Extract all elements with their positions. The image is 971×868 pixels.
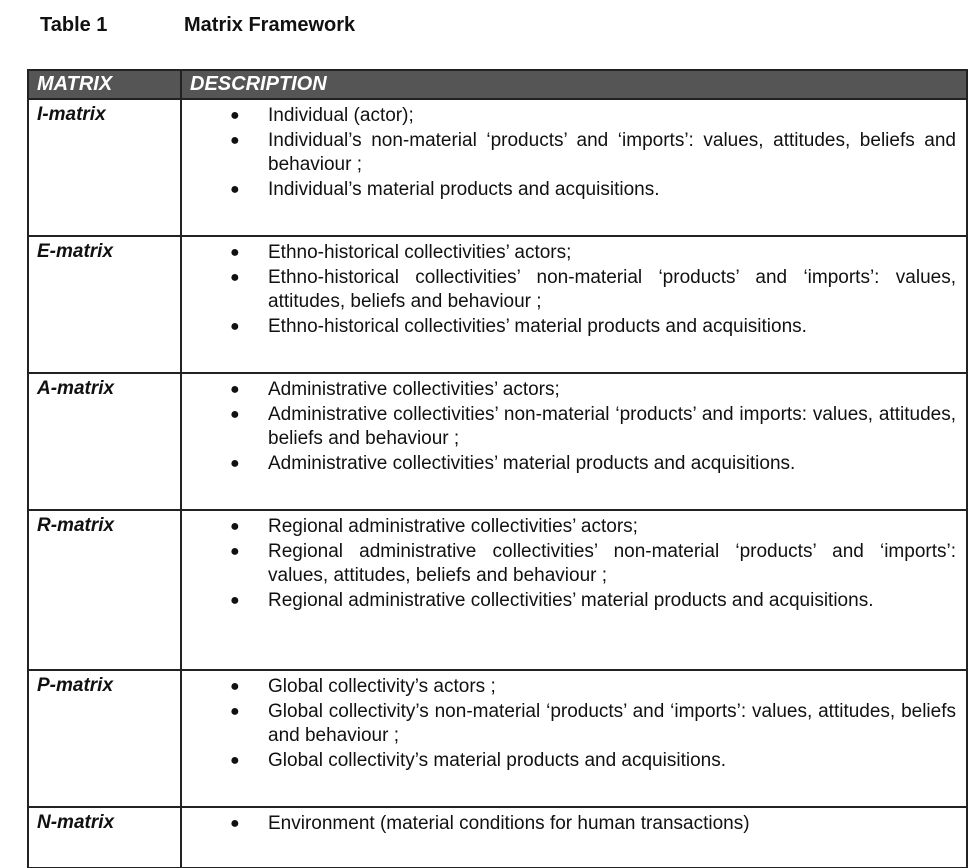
list-item-text: Global collectivity’s actors ; bbox=[268, 676, 496, 697]
list-item bbox=[182, 315, 956, 339]
list-item bbox=[182, 104, 956, 128]
table-caption-label: Table 1 bbox=[40, 14, 108, 36]
table-row bbox=[28, 373, 967, 510]
matrix-description bbox=[181, 373, 967, 510]
matrix-description bbox=[181, 510, 967, 670]
matrix-name: N-matrix bbox=[28, 807, 181, 868]
list-item-text: Individual (actor); bbox=[268, 105, 414, 126]
list-item-text: Ethno-historical collectivities’ material products and acquisitions. bbox=[268, 316, 807, 337]
matrix-framework-table bbox=[27, 69, 968, 868]
bullet-icon: ● bbox=[230, 543, 240, 560]
list-item bbox=[182, 749, 956, 773]
list-item-text: Individual’s material products and acquisitions. bbox=[268, 179, 660, 200]
list-item-text: Administrative collectivities’ actors; bbox=[268, 379, 560, 400]
bullet-icon: ● bbox=[230, 406, 240, 423]
list-item bbox=[182, 403, 956, 451]
list-item bbox=[182, 129, 956, 177]
bullet-icon: ● bbox=[230, 318, 240, 335]
list-item bbox=[182, 266, 956, 314]
header-matrix: MATRIX bbox=[28, 70, 181, 99]
table-header-row bbox=[28, 70, 967, 99]
description-list bbox=[182, 812, 956, 836]
list-item bbox=[182, 452, 956, 476]
bullet-icon: ● bbox=[230, 592, 240, 609]
bullet-icon: ● bbox=[230, 132, 240, 149]
table-row bbox=[28, 236, 967, 373]
description-list bbox=[182, 241, 956, 339]
list-item bbox=[182, 241, 956, 265]
list-item-text: Regional administrative collectivities’ actors; bbox=[268, 516, 638, 537]
list-item bbox=[182, 515, 956, 539]
matrix-name: I-matrix bbox=[28, 99, 181, 236]
header-description: DESCRIPTION bbox=[181, 70, 967, 99]
description-list bbox=[182, 515, 956, 613]
bullet-icon: ● bbox=[230, 107, 240, 124]
matrix-description bbox=[181, 807, 967, 868]
list-item-text: Ethno-historical collectivities’ non-material ‘products’ and ‘imports’: values, attitudes, beliefs and behaviour ; bbox=[268, 267, 956, 312]
list-item bbox=[182, 540, 956, 588]
table-row bbox=[28, 670, 967, 807]
bullet-icon: ● bbox=[230, 678, 240, 695]
list-item bbox=[182, 178, 956, 202]
bullet-icon: ● bbox=[230, 518, 240, 535]
bullet-icon: ● bbox=[230, 381, 240, 398]
matrix-description bbox=[181, 99, 967, 236]
list-item bbox=[182, 700, 956, 748]
table-row bbox=[28, 99, 967, 236]
bullet-icon: ● bbox=[230, 815, 240, 832]
table-row bbox=[28, 510, 967, 670]
bullet-icon: ● bbox=[230, 181, 240, 198]
list-item-text: Regional administrative collectivities’ non-material ‘products’ and ‘imports’: values, attitudes, beliefs and behaviour ; bbox=[268, 541, 956, 586]
list-item-text: Global collectivity’s non-material ‘products’ and ‘imports’: values, attitudes, beliefs and behaviour ; bbox=[268, 701, 956, 746]
bullet-icon: ● bbox=[230, 752, 240, 769]
list-item-text: Regional administrative collectivities’ material products and acquisitions. bbox=[268, 590, 874, 611]
list-item-text: Administrative collectivities’ material products and acquisitions. bbox=[268, 453, 796, 474]
matrix-name: P-matrix bbox=[28, 670, 181, 807]
matrix-name: E-matrix bbox=[28, 236, 181, 373]
table-row bbox=[28, 807, 967, 868]
description-list bbox=[182, 104, 956, 202]
list-item-text: Administrative collectivities’ non-material ‘products’ and imports: values, attitudes, beliefs and behaviour ; bbox=[268, 404, 956, 449]
matrix-name: R-matrix bbox=[28, 510, 181, 670]
list-item bbox=[182, 589, 956, 613]
bullet-icon: ● bbox=[230, 455, 240, 472]
bullet-icon: ● bbox=[230, 244, 240, 261]
list-item-text: Global collectivity’s material products and acquisitions. bbox=[268, 750, 726, 771]
description-list bbox=[182, 378, 956, 476]
list-item bbox=[182, 812, 956, 836]
matrix-name: A-matrix bbox=[28, 373, 181, 510]
bullet-icon: ● bbox=[230, 703, 240, 720]
matrix-description bbox=[181, 236, 967, 373]
list-item bbox=[182, 378, 956, 402]
list-item-text: Environment (material conditions for human transactions) bbox=[268, 813, 750, 834]
list-item-text: Ethno-historical collectivities’ actors; bbox=[268, 242, 572, 263]
matrix-description bbox=[181, 670, 967, 807]
list-item-text: Individual’s non-material ‘products’ and ‘imports’: values, attitudes, beliefs and behaviour ; bbox=[268, 130, 956, 175]
bullet-icon: ● bbox=[230, 269, 240, 286]
description-list bbox=[182, 675, 956, 773]
list-item bbox=[182, 675, 956, 699]
table-caption-title: Matrix Framework bbox=[184, 14, 356, 36]
